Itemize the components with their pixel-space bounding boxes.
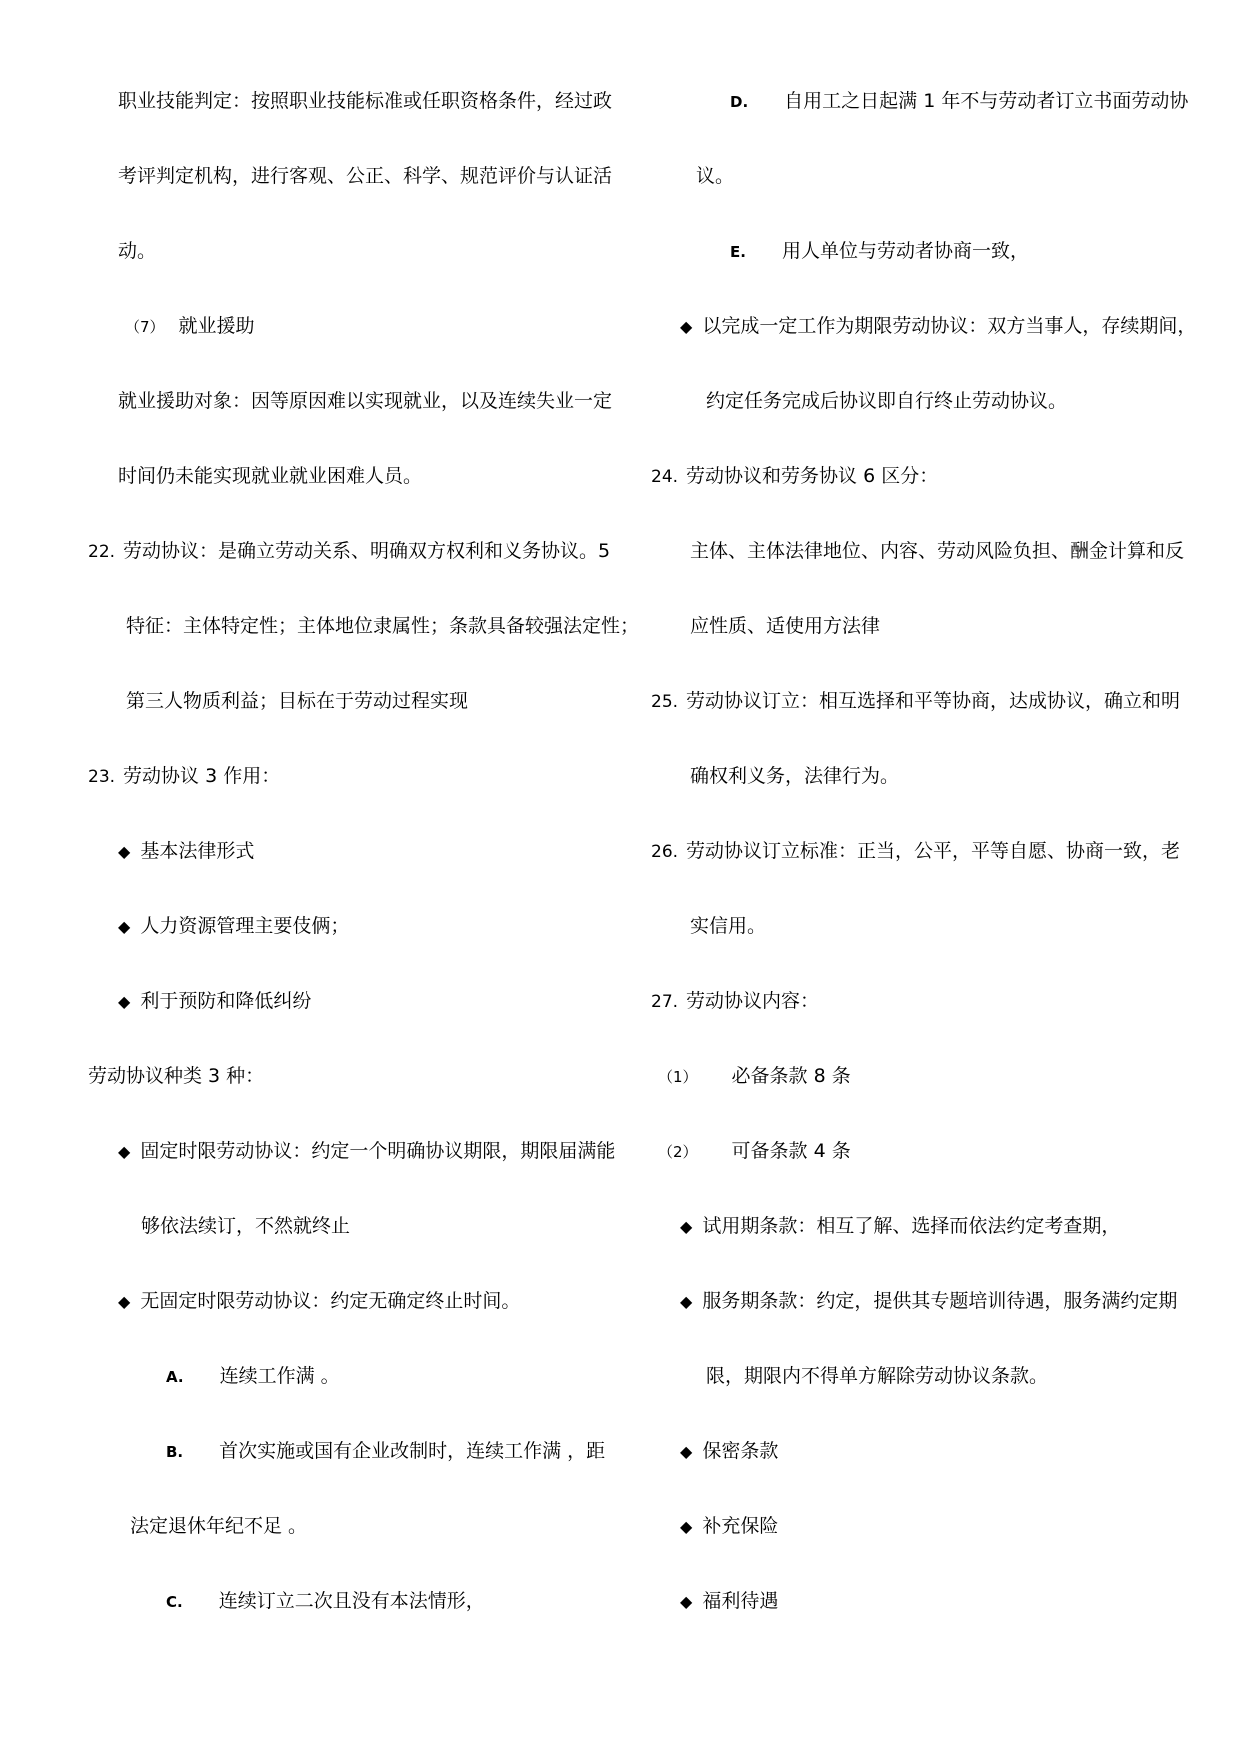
bullet-item: ◆ 利于预防和降低纠纷	[118, 990, 312, 1012]
bullet-item: ◆ 服务期条款：约定，提供其专题培训待遇，服务满约定期	[680, 1290, 1178, 1312]
text-line: 时间仍未能实现就业就业困难人员。	[118, 465, 423, 487]
section-number: （2）	[658, 1143, 698, 1161]
text-line: 就业援助对象：因等原因难以实现就业，以及连续失业一定	[118, 390, 613, 412]
text-line: 够依法续订，不然就终止	[141, 1215, 351, 1237]
text-line: 应性质、适使用方法律	[690, 615, 881, 637]
text-line: 实信用。	[690, 915, 767, 937]
text-line: 特征：主体特定性；主体地位隶属性；条款具备较强法定性；	[126, 615, 640, 637]
bullet-item: ◆ 固定时限劳动协议：约定一个明确协议期限，期限届满能	[118, 1140, 616, 1162]
item-letter: A.	[166, 1368, 184, 1386]
lettered-item: B. 首次实施或国有企业改制时，连续工作满 ，距	[166, 1440, 606, 1462]
item-number: 24.	[651, 467, 679, 487]
text-line: 限，期限内不得单方解除劳动协议条款。	[706, 1365, 1049, 1387]
text-line: 第三人物质利益；目标在于劳动过程实现	[126, 690, 469, 712]
diamond-bullet-icon: ◆	[118, 1142, 131, 1161]
text-line: 议。	[696, 165, 735, 187]
bullet-item: ◆ 试用期条款：相互了解、选择而依法约定考查期，	[680, 1215, 1121, 1237]
diamond-bullet-icon: ◆	[680, 1517, 693, 1536]
diamond-bullet-icon: ◆	[118, 992, 131, 1011]
bullet-item: ◆ 以完成一定工作为期限劳动协议：双方当事人，存续期间，	[680, 315, 1197, 337]
list-item: 27. 劳动协议内容：	[651, 990, 820, 1012]
text-line: 职业技能判定：按照职业技能标准或任职资格条件，经过政	[118, 90, 613, 112]
bullet-item: ◆ 无固定时限劳动协议：约定无确定终止时间。	[118, 1290, 521, 1312]
section-heading	[125, 313, 255, 340]
diamond-bullet-icon: ◆	[680, 1292, 693, 1311]
diamond-bullet-icon: ◆	[680, 1217, 693, 1236]
section-heading: （2） 可备条款 4 条	[658, 1140, 851, 1162]
text-line: 主体、主体法律地位、内容、劳动风险负担、酬金计算和反	[690, 540, 1185, 562]
text-line: 动。	[118, 240, 157, 262]
text-line: 劳动协议种类 3 种：	[88, 1065, 265, 1087]
bullet-item: ◆ 补充保险	[680, 1515, 779, 1537]
bullet-item: ◆ 人力资源管理主要伎俩；	[118, 915, 350, 937]
text-line: 约定任务完成后协议即自行终止劳动协议。	[706, 390, 1068, 412]
item-number: 23.	[88, 767, 116, 787]
text-line: 法定退休年纪不足 。	[130, 1515, 308, 1537]
lettered-item: A. 连续工作满 。	[166, 1365, 340, 1387]
list-item: 22. 劳动协议：是确立劳动关系、明确双方权利和义务协议。5	[88, 540, 611, 562]
list-item: 24. 劳动协议和劳务协议 6 区分：	[651, 465, 939, 487]
lettered-item: E. 用人单位与劳动者协商一致，	[730, 240, 1029, 262]
diamond-bullet-icon: ◆	[118, 842, 131, 861]
list-item: 23. 劳动协议 3 作用：	[88, 765, 281, 787]
bullet-item: ◆ 福利待遇	[680, 1590, 779, 1612]
diamond-bullet-icon: ◆	[118, 917, 131, 936]
item-number: 26.	[651, 842, 679, 862]
section-heading: （1） 必备条款 8 条	[658, 1065, 851, 1087]
lettered-item: C. 连续订立二次且没有本法情形，	[166, 1590, 485, 1612]
item-letter: E.	[730, 243, 746, 261]
list-item: 25. 劳动协议订立：相互选择和平等协商，达成协议，确立和明	[651, 690, 1181, 712]
section-number: （7）	[125, 318, 165, 336]
diamond-bullet-icon: ◆	[680, 1592, 693, 1611]
item-letter: C.	[166, 1593, 183, 1611]
item-letter: B.	[166, 1443, 184, 1461]
item-letter: D.	[730, 93, 749, 111]
lettered-item: D. 自用工之日起满 1 年不与劳动者订立书面劳动协	[730, 90, 1189, 112]
bullet-item: ◆ 保密条款	[680, 1440, 779, 1462]
list-item: 26. 劳动协议订立标准：正当，公平，平等自愿、协商一致，老	[651, 840, 1181, 862]
diamond-bullet-icon: ◆	[680, 1442, 693, 1461]
section-number: （1）	[658, 1068, 698, 1086]
bullet-item: ◆ 基本法律形式	[118, 840, 255, 862]
item-number: 22.	[88, 542, 116, 562]
item-number: 27.	[651, 992, 679, 1012]
diamond-bullet-icon: ◆	[118, 1292, 131, 1311]
diamond-bullet-icon: ◆	[680, 317, 693, 336]
text-line: 确权利义务，法律行为。	[690, 765, 900, 787]
section-title: 就业援助	[178, 315, 255, 337]
item-number: 25.	[651, 692, 679, 712]
text-line: 考评判定机构，进行客观、公正、科学、规范评价与认证活	[118, 165, 613, 187]
